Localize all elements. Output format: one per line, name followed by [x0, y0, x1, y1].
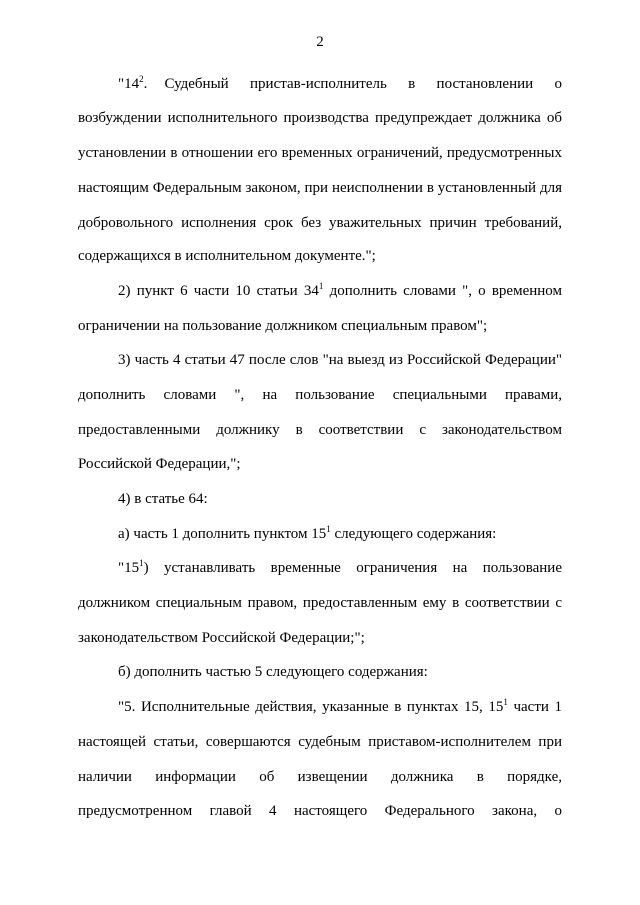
text-line: "$15^1$) устанавливать временные ограничения на пользование: [118, 558, 562, 576]
text-line: Российской Федерации,";: [78, 456, 241, 472]
text-line: ограничении на пользование должником специальным правом";: [78, 318, 488, 334]
text-line: возбуждении исполнительного производства предупреждает должника об: [78, 110, 562, 126]
text-line: должником специальным правом, предоставленным ему в соответствии с: [78, 595, 562, 611]
text-line: установлении в отношении его временных ограничений, предусмотренных: [78, 145, 562, 161]
text-line: "$14^2$. Судебный пристав-исполнитель в постановлении о: [118, 74, 562, 92]
text-line: предоставленными должнику в соответствии с законодательством: [78, 422, 562, 438]
text-line: предусмотренном главой 4 настоящего Федерального закона, о: [78, 803, 562, 819]
text-line: 2) пункт 6 части 10 статьи $34^1$ дополнить словами ", о временном: [118, 281, 562, 299]
text-line: б) дополнить частью 5 следующего содержания:: [118, 664, 428, 680]
text-line: наличии информации об извещении должника в порядке,: [78, 769, 562, 785]
text-line: дополнить словами ", на пользование специальными правами,: [78, 387, 562, 403]
text-line: настоящим Федеральным законом, при неисполнении в установленный для: [78, 180, 562, 196]
text-line: 3) часть 4 статьи 47 после слов "на выезд из Российской Федерации": [118, 352, 562, 368]
text-line: настоящей статьи, совершаются судебным приставом-исполнителем при: [78, 734, 562, 750]
page-number: 2: [316, 34, 324, 50]
text-line: "5. Исполнительные действия, указанные в пунктах 15, $15^1$ части 1: [118, 697, 562, 715]
text-line: содержащихся в исполнительном документе.";: [78, 248, 376, 264]
text-line: а) часть 1 дополнить пунктом $15^1$ следующего содержания:: [118, 524, 497, 542]
text-line: законодательством Российской Федерации;";: [78, 630, 365, 646]
text-line: 4) в статье 64:: [118, 491, 208, 507]
text-line: добровольного исполнения срок без уважительных причин требований,: [78, 215, 562, 231]
